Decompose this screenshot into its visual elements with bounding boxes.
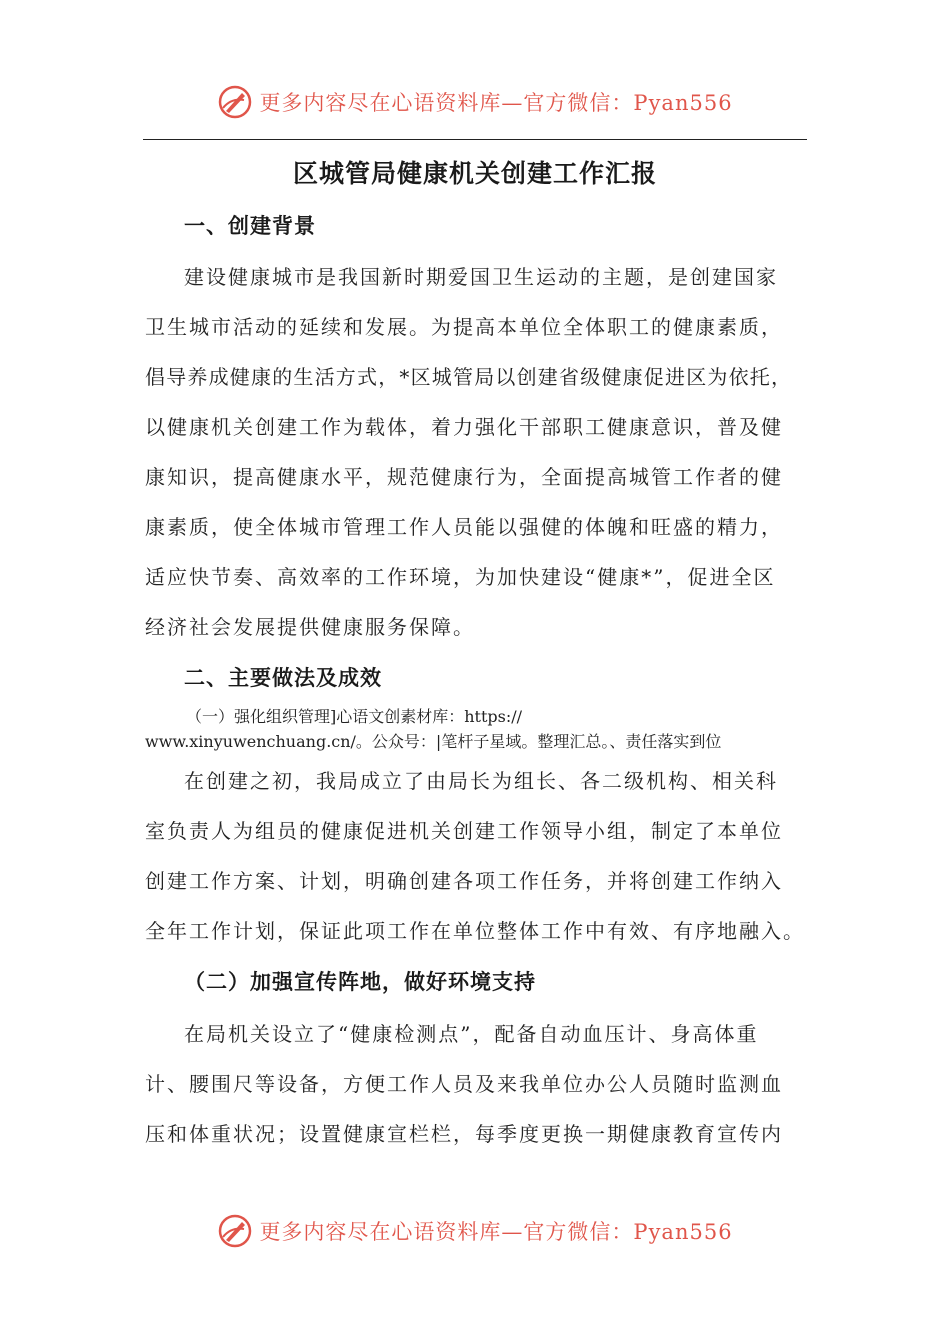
paragraph-line: 在创建之初，我局成立了由局长为组长、各二级机构、相关科 — [184, 769, 778, 793]
paragraph-line: 在局机关设立了“健康检测点”，配备自动血压计、身高体重 — [184, 1022, 759, 1046]
paragraph-line: 以健康机关创建工作为载体，着力强化干部职工健康意识，普及健 — [145, 415, 783, 439]
paragraph-line: 计、腰围尺等设备，方便工作人员及来我单位办公人员随时监测血 — [145, 1072, 783, 1096]
bottom-watermark — [0, 1211, 950, 1251]
subsection-heading-1: （一）强化组织管理]心语文创素材库：https:// — [186, 707, 523, 726]
section-heading-1: 一、创建背景 — [184, 213, 316, 238]
paragraph-line: 室负责人为组员的健康促进机关创建工作领导小组，制定了本单位 — [145, 819, 783, 843]
pen-logo-icon — [217, 84, 253, 120]
subsection-heading-1-cont: www.xinyuwenchuang.cn/。公众号：|笔杆子星域。整理汇总。、责任落实到位 — [145, 732, 722, 751]
paragraph-line: 康素质，使全体城市管理工作人员能以强健的体魄和旺盛的精力， — [145, 515, 783, 539]
subsection-heading-2: （二）加强宣传阵地，做好环境支持 — [184, 969, 536, 994]
paragraph-line: 经济社会发展提供健康服务保障。 — [145, 615, 475, 639]
paragraph-line: 卫生城市活动的延续和发展。为提高本单位全体职工的健康素质， — [145, 315, 783, 339]
section-heading-2: 二、主要做法及成效 — [184, 665, 382, 690]
paragraph-line: 压和体重状况；设置健康宣栏栏，每季度更换一期健康教育宣传内 — [145, 1122, 783, 1146]
paragraph-line: 康知识，提高健康水平，规范健康行为，全面提高城管工作者的健 — [145, 465, 783, 489]
pen-logo-icon — [217, 1213, 253, 1249]
paragraph-line: 建设健康城市是我国新时期爱国卫生运动的主题，是创建国家 — [184, 265, 778, 289]
watermark-text: 更多内容尽在心语资料库—官方微信：Pyan556 — [259, 91, 733, 115]
header-rule — [143, 139, 807, 140]
watermark-text: 更多内容尽在心语资料库—官方微信：Pyan556 — [259, 1220, 733, 1244]
top-watermark — [0, 82, 950, 122]
paragraph-line: 全年工作计划，保证此项工作在单位整体工作中有效、有序地融入。 — [145, 919, 805, 943]
paragraph-line: 倡导养成健康的生活方式，*区城管局以创建省级健康促进区为依托， — [145, 365, 793, 389]
document-title: 区城管局健康机关创建工作汇报 — [292, 159, 657, 188]
paragraph-line: 创建工作方案、计划，明确创建各项工作任务，并将创建工作纳入 — [145, 869, 783, 893]
paragraph-line: 适应快节奏、高效率的工作环境，为加快建设“健康*”，促进全区 — [145, 565, 776, 589]
